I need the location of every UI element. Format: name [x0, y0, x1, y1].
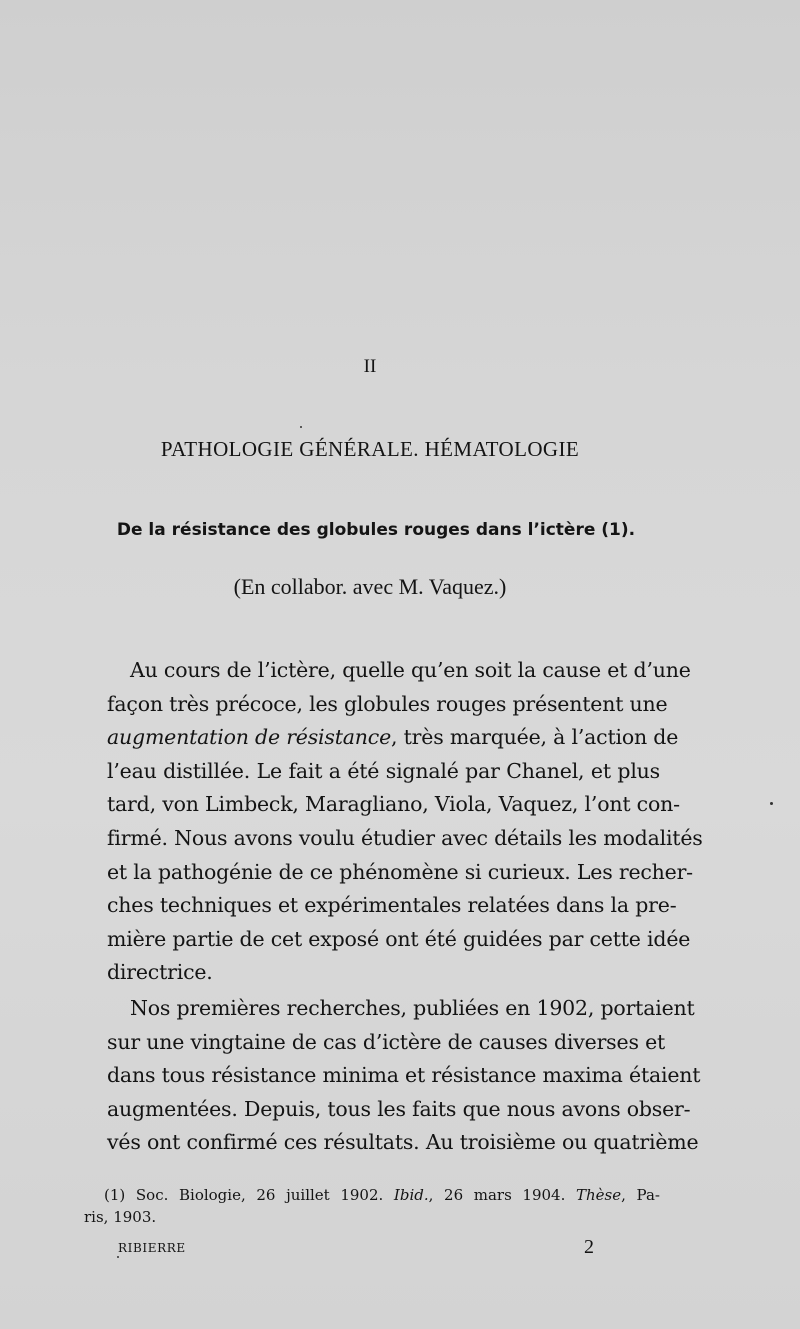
paper-speck — [300, 426, 302, 428]
text-line: firmé. Nous avons voulu étudier avec détails les modalités — [107, 825, 703, 850]
text-line: sur une vingtaine de cas d’ictère de causes diverses et — [107, 1029, 666, 1054]
text-line: directrice. — [107, 960, 213, 985]
text-line: mière partie de cet exposé ont été guidées par cette idée — [107, 926, 691, 951]
text-line: Nos premières recherches, publiées en 1902, portaient — [130, 995, 695, 1020]
text-line: l’eau distillée. Le fait a été signalé par Chanel, et plus — [107, 758, 660, 783]
chapter-number: II — [363, 356, 377, 377]
footnote — [84, 1184, 660, 1228]
text-line — [84, 721, 679, 755]
text-line: Au cours de l’ictère, quelle qu’en soit la cause et d’une — [130, 658, 691, 682]
footnote-line: ris, 1903. — [84, 1208, 157, 1226]
text-line: tard, von Limbeck, Maragliano, Viola, Vaquez, l’ont con- — [107, 792, 680, 817]
paragraph-2 — [84, 992, 701, 1160]
paper-speck — [117, 1256, 119, 1258]
footnote-line — [84, 1184, 660, 1206]
text-fragment: , très marquée, à l’action de — [391, 725, 679, 750]
text-line: et la pathogénie de ce phénomène si curieux. Les recher- — [107, 859, 693, 884]
emphasis: augmentation de résistance — [107, 725, 392, 750]
show-through-texture — [80, 225, 720, 417]
footnote-text: Soc. Biologie, 26 juillet 1902. — [135, 1186, 394, 1204]
footnote-text: , 26 mars 1904. — [428, 1186, 577, 1204]
text-line: vés ont confirmé ces résultats. Au troisième ou quatrième — [107, 1130, 699, 1155]
text-line: façon très précoce, les globules rouges présentent une — [107, 691, 668, 716]
footnote-these: Thèse — [576, 1186, 622, 1204]
text-line: dans tous résistance minima et résistance maxima étaient — [107, 1063, 701, 1088]
section-title: PATHOLOGIE GÉNÉRALE. HÉMATOLOGIE — [160, 437, 580, 461]
paper-speck — [770, 802, 773, 805]
footnote-marker: (1) — [104, 1186, 126, 1204]
collaboration-note: (En collabor. avec M. Vaquez.) — [233, 574, 507, 599]
footnote-ibid: Ibid. — [393, 1186, 429, 1204]
article-title: De la résistance des globules rouges dans l’ictère (1). — [116, 520, 636, 540]
text-line: augmentées. Depuis, tous les faits que nous avons obser- — [107, 1096, 691, 1121]
footnote-text: , Pa- — [621, 1186, 660, 1204]
body-text — [84, 654, 703, 1160]
paragraph-1 — [84, 654, 703, 990]
text-line: ches techniques et expérimentales relatées dans la pre- — [107, 893, 677, 918]
page-number: 2 — [584, 1236, 594, 1258]
signature-mark: RIBIERRE — [118, 1241, 186, 1255]
